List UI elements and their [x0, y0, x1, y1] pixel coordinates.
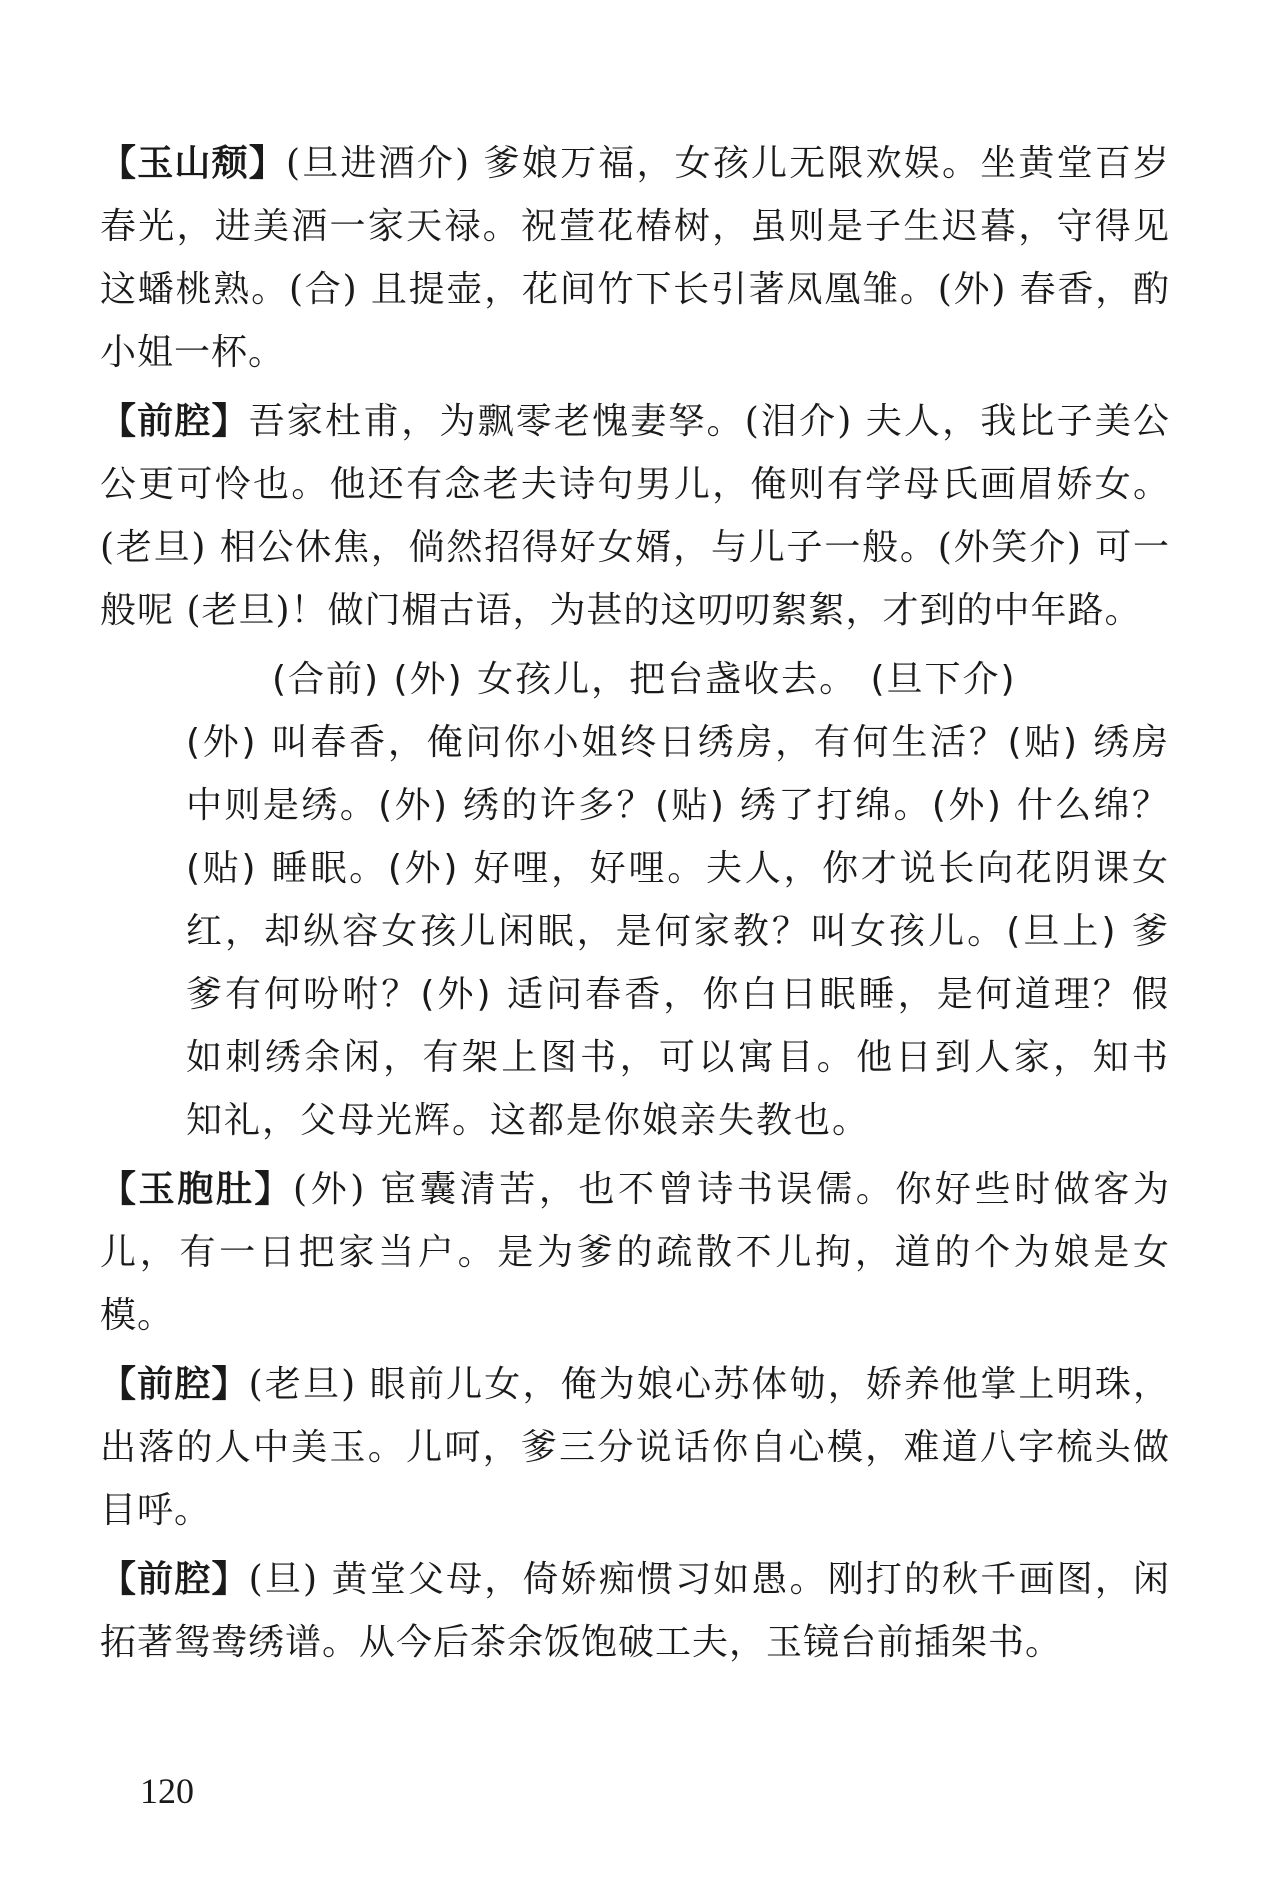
text-body — [100, 132, 1170, 1680]
paragraph-qianqiang-1 — [100, 390, 1170, 642]
paragraph-text: (旦进酒介) 爹娘万福，女孩儿无限欢娱。坐黄堂百岁春光，进美酒一家天禄。祝萱花椿树，虽则是子生迟暮，守得见这蟠桃熟。(合) 且提壶，花间竹下长引著凤凰雏。(外) 春香，酌小姐一杯。 — [100, 143, 1170, 373]
paragraph-text: (旦) 黄堂父母，倚娇痴惯习如愚。刚打的秋千画图，闲拓著鸳鸯绣谱。从今后茶余饭饱破工夫，玉镜台前插架书。 — [100, 1559, 1170, 1663]
paragraph-qianqiang-3 — [100, 1548, 1170, 1674]
page-number: 120 — [140, 1771, 194, 1811]
paragraph-text: (老旦) 眼前儿女，俺为娘心苏体劬，娇养他掌上明珠，出落的人中美玉。儿呵，爹三分说话你自心模，难道八字梳头做目呼。 — [100, 1364, 1170, 1531]
paragraph-text: (外) 宦囊清苦，也不曾诗书误儒。你好些时做客为儿，有一日把家当户。是为爹的疏散不儿拘，道的个为娘是女模。 — [100, 1169, 1170, 1336]
tune-title: 【玉胞肚】 — [100, 1168, 294, 1210]
paragraph-qianqiang-2 — [100, 1353, 1170, 1542]
dialogue-first-line: (合前) (外) 女孩儿，把台盏收去。 (旦下介) — [272, 659, 1017, 700]
tune-title: 【前腔】 — [100, 1558, 249, 1600]
paragraph-yubaodu — [100, 1158, 1170, 1347]
tune-title: 【前腔】 — [100, 400, 249, 442]
tune-title: 【前腔】 — [100, 1363, 249, 1405]
dialogue-block — [186, 648, 1170, 1152]
dialogue-text: (外) 叫春香，俺问你小姐终日绣房，有何生活？(贴) 绣房中则是绣。(外) 绣的许多？(贴) 绣了打绵。(外) 什么绵？(贴) 睡眠。(外) 好哩，好哩。夫人，你才说长向花阴课女红，却纵容女孩儿闲眠，是何家教？叫女孩儿。(旦上) 爹爹有何吩咐？(外) 适问春香，你白日眠睡，是何道理？假如刺绣余闲，有架上图书，可以寓目。他日到人家，知书知礼，父母光辉。这都是你娘亲失教也。 — [186, 722, 1170, 1141]
paragraph-yushantui — [100, 132, 1170, 384]
paragraph-text: 吾家杜甫，为飘零老愧妻孥。(泪介) 夫人，我比子美公公更可怜也。他还有念老夫诗句男儿，俺则有学母氏画眉娇女。(老旦) 相公休焦，倘然招得好女婿，与儿子一般。(外笑介) 可一般呢 (老旦)！做门楣古语，为甚的这叨叨絮絮，才到的中年路。 — [100, 401, 1170, 631]
tune-title: 【玉山颓】 — [100, 142, 286, 184]
